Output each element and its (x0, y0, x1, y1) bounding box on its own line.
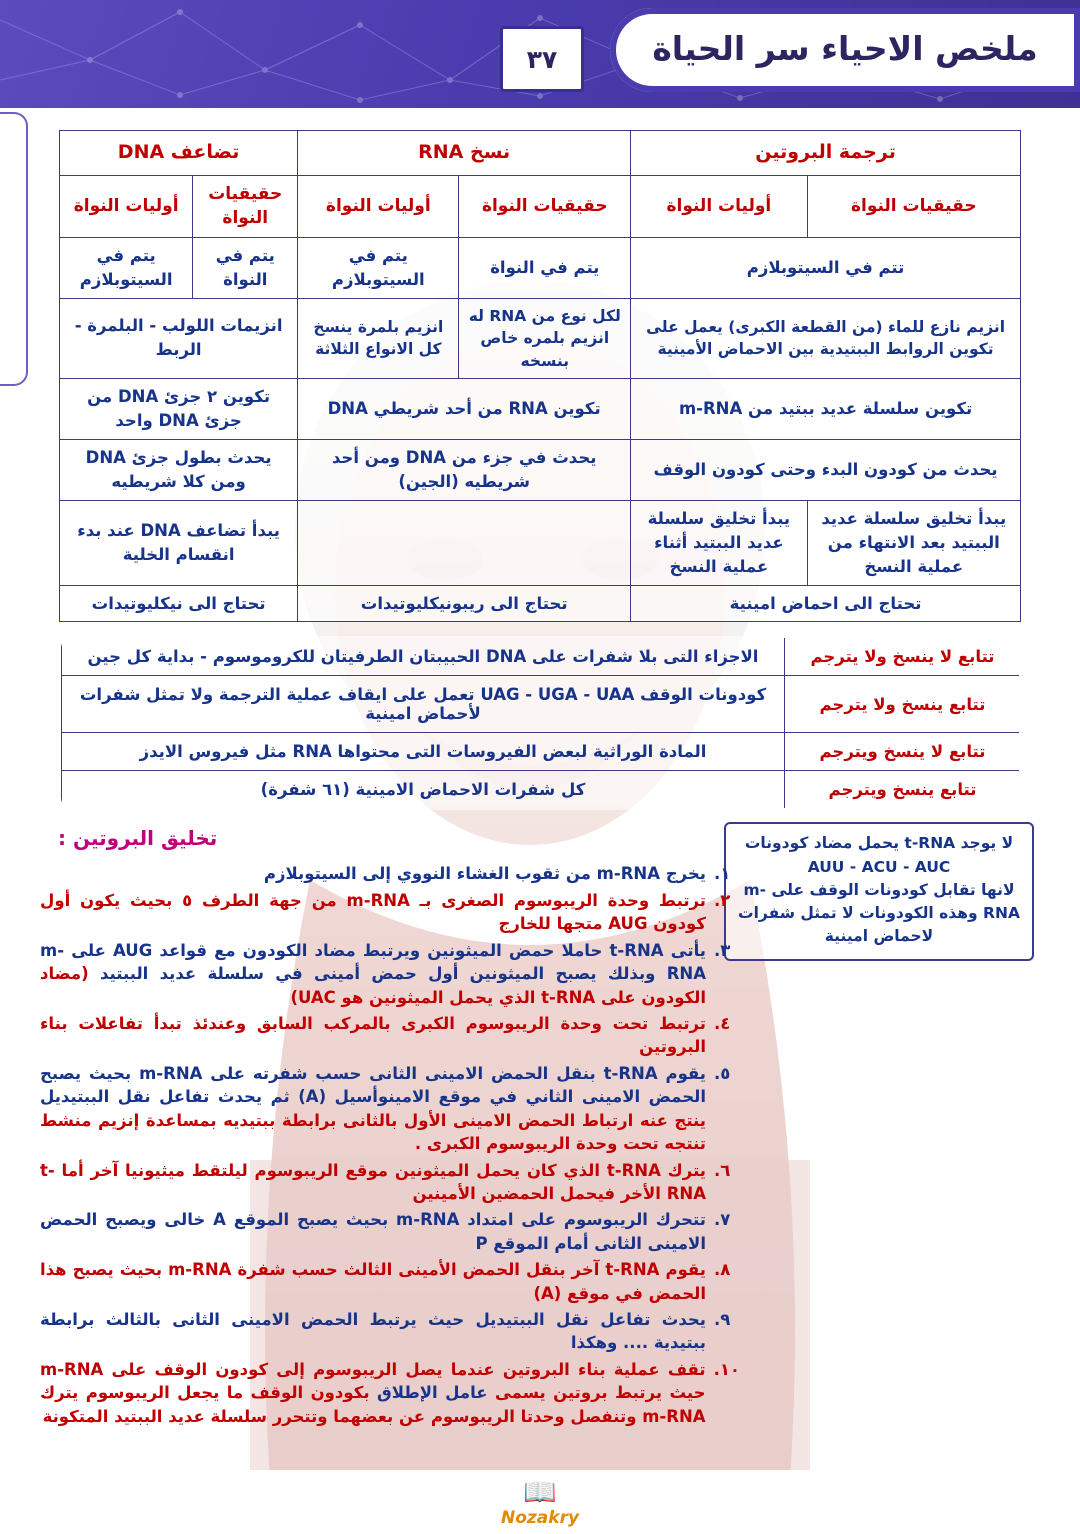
page-title: ملخص الاحياء سر الحياة (652, 28, 1038, 68)
seq-value-2: المادة الوراثية لبعض الفيروسات التى محتواها RNA مثل فيروس الايدز (61, 733, 785, 771)
sub-replication-prok: أوليات النواة (60, 175, 193, 237)
cell-location-transcription-prok: يتم في السيتوبلازم (298, 237, 459, 298)
cell-enzyme-transcription-euk: لكل نوع من RNA له انزيم بلمره خاص بنسخه (459, 298, 631, 378)
cell-timing-translation-prok: يبدأ تخليق سلسلة عديد الببتيد أثناء عملية النسخ (631, 500, 807, 585)
table-row (60, 379, 1021, 440)
table-row (61, 676, 1021, 733)
step-text-10-part-c: بكودون الوقف ما يجعل الريبوسوم يترك m-RNA وتنفصل وحدتا الريبوسوم عن بعضهما وتتحرر سلسلة عديد الببتيد المتكونة (40, 1383, 706, 1426)
step-number-6: ٦. (714, 1160, 731, 1180)
list-item (40, 862, 740, 885)
step-number-7: ٧. (714, 1210, 731, 1230)
page-number-badge: ٣٧ (500, 26, 584, 92)
step-text-6: يترك t-RNA الذي كان يحمل الميثونين موقع الريبوسوم ليلتقط ميثيونيا آخر أما t-RNA الأخر فيحمل الحمضين الأمينين (40, 1160, 707, 1203)
seq-label-2: تتابع لا ينسخ ويترجم (785, 733, 1022, 771)
cell-location-replication-euk: يتم في النواة (193, 237, 298, 298)
cell-extent-transcription: يحدث في جزء من DNA ومن أحد شريطيه (الجين) (298, 439, 631, 500)
cell-requirement-transcription: تحتاج الى ريبونيكليوتيدات (298, 585, 631, 622)
list-item (40, 889, 740, 936)
comparison-table (59, 130, 1021, 622)
step-number-3: ٣. (714, 940, 731, 960)
step-text-5-part-a: يقوم t-RNA بنقل الحمض الامينى الثانى حسب شفرته على m-RNA بحيث يصبح الحمض الامينى الثاني في موقع الامينوأسيل (A) ثم يحدث تفاعل نقل الببتيديل (40, 1063, 706, 1107)
column-title-translation: ترجمة البروتين (631, 131, 1021, 176)
document-title-plate (610, 8, 1080, 92)
note-line-1: AUU - ACU - AUC (807, 857, 951, 876)
step-text-3-part-a: يأتى t-RNA حاملا حمض الميثونين ويرتبط مضاد الكودون مع قواعد AUG على m-RNA وبذلك يصبح الميثونين أول حمض أمينى في سلسلة عديد الببتيد (40, 940, 706, 984)
section-title-protein-synthesis: تخليق البروتين : (58, 826, 218, 851)
brand-name: Nozakry (500, 1508, 580, 1528)
sub-replication-euk: حقيقيات النواة (193, 175, 298, 237)
list-item (40, 1208, 740, 1255)
cell-extent-translation: يحدث من كودون البدء وحتى كودون الوقف (631, 439, 1021, 500)
footer-brand (0, 1479, 1080, 1528)
cell-product-translation: تكوين سلسلة عديد ببتيد من m-RNA (631, 379, 1021, 440)
cell-timing-transcription-empty (298, 500, 631, 585)
cell-timing-translation-euk: يبدأ تخليق سلسلة عديد الببتيد بعد الانتهاء من عملية النسخ (807, 500, 1020, 585)
step-text-1: يخرج m-RNA من ثقوب الغشاء النووي إلى السيتوبلازم (263, 864, 706, 884)
seq-label-0: تتابع لا ينسخ ولا يترجم (785, 637, 1022, 676)
step-text-4: ترتبط تحت وحدة الريبوسوم الكبرى بالمركب السابق وعندئذ تبدأ تفاعلات بناء البروتين (40, 1013, 706, 1057)
step-text-3-part-b: (مضاد الكودون على t-RNA الذي يحمل الميثونين هو UAC) (40, 964, 706, 1007)
seq-label-3: تتابع ينسخ ويترجم (785, 771, 1022, 810)
protein-synthesis-steps (40, 862, 740, 1431)
table-row (61, 637, 1021, 676)
sub-transcription-prok: أوليات النواة (298, 175, 459, 237)
content-sheet (40, 112, 1040, 1512)
sub-transcription-euk: حقيقيات النواة (459, 175, 631, 237)
sub-translation-prok: أوليات النواة (631, 175, 807, 237)
step-number-4: ٤. (714, 1013, 731, 1033)
left-edge-tab-decoration (0, 112, 28, 386)
table-row (60, 500, 1021, 585)
cell-enzyme-transcription-prok: انزيم بلمرة ينسخ كل الانواع الثلاثة (298, 298, 459, 378)
cell-enzyme-replication: انزيمات اللولب - البلمرة - الربط (60, 298, 298, 378)
step-text-3 (40, 939, 706, 1009)
cell-enzyme-translation: انزيم نازع للماء (من القطعة الكبرى) يعمل على تكوين الروابط الببتيدية بين الاحماض الأمينية (631, 298, 1021, 378)
table-header-row (60, 131, 1021, 176)
step-number-8: ٨. (714, 1260, 731, 1280)
list-item (40, 939, 740, 1009)
list-item (40, 1258, 740, 1305)
table-subheader-row (60, 175, 1021, 237)
table-row (61, 733, 1021, 771)
sequence-types-table (59, 636, 1021, 810)
column-title-replication: تضاعف DNA (60, 131, 298, 176)
open-book-icon: 📖 (523, 1477, 557, 1508)
step-text-10 (40, 1358, 706, 1428)
note-line-0: لا يوجد t-RNA يحمل مضاد كودونات (744, 834, 1014, 853)
step-text-10-part-a: تقف عملية بناء البروتين عندما يصل الريبوسوم إلى كودون الوقف على m-RNA حيث يرتبط بروتين يسمى (40, 1359, 706, 1403)
step-text-7: تتحرك الريبوسوم على امتداد m-RNA بحيث يصبح الموقع A خالى ويصبح الحمض الامينى الثانى أمام الموقع P (40, 1210, 706, 1253)
step-number-10: ١٠. (713, 1359, 740, 1379)
step-number-2: ٢. (714, 890, 731, 910)
list-item (40, 1012, 740, 1059)
seq-value-1: كودونات الوقف UAG - UGA - UAA تعمل على ايقاف عملية الترجمة ولا تمثل شفرات لأحماض امينية (61, 676, 785, 733)
table-row (60, 585, 1021, 622)
cell-requirement-translation: تحتاج الى احماض امينية (631, 585, 1021, 622)
column-title-transcription: نسخ RNA (298, 131, 631, 176)
cell-product-transcription: تكوين RNA من أحد شريطي DNA (298, 379, 631, 440)
step-number-1: ١. (714, 864, 731, 884)
step-text-10-part-b: عامل الإطلاق (376, 1383, 488, 1403)
cell-location-translation: تتم في السيتوبلازم (631, 237, 1021, 298)
step-text-9: يحدث تفاعل نقل الببتيديل حيث يرتبط الحمض الامينى الثانى بالثالث برابطة ببتيدية .... وهكذا (40, 1310, 706, 1353)
table-row (61, 771, 1021, 810)
list-item (40, 1358, 740, 1428)
list-item (40, 1308, 740, 1355)
step-number-5: ٥. (714, 1063, 731, 1083)
note-line-2: لانها تقابل كودونات الوقف على m-RNA وهذه الكودونات لا تمثل شفرات لاحماض امينية (738, 880, 1020, 946)
list-item (40, 1062, 740, 1156)
sub-translation-euk: حقيقيات النواة (807, 175, 1020, 237)
step-text-5-part-b: ينتج عنه ارتباط الحمض الامينى الأول بالثانى برابطة ببتيديه بمساعدة إنزيم منشط تنتجه تحت وحدة الريبوسوم الكبرى . (40, 1110, 706, 1154)
step-text-5 (40, 1062, 706, 1156)
seq-value-3: كل شفرات الاحماض الامينية (٦١ شفرة) (61, 771, 785, 810)
cell-product-replication: تكوين ٢ جزئ DNA من جزئ DNA واحد (60, 379, 298, 440)
cell-location-transcription-euk: يتم في النواة (459, 237, 631, 298)
step-text-8: يقوم t-RNA آخر بنقل الحمض الأمينى الثالث حسب شفرة m-RNA بحيث يصبح هذا الحمض في موقع (A) (40, 1260, 706, 1303)
step-number-9: ٩. (714, 1310, 731, 1330)
list-item (40, 1159, 740, 1206)
table-row (60, 298, 1021, 378)
table-row (60, 237, 1021, 298)
page-header (0, 0, 1080, 108)
cell-extent-replication: يحدث بطول جزئ DNA ومن كلا شريطيه (60, 439, 298, 500)
cell-requirement-replication: تحتاج الى نيكليوتيدات (60, 585, 298, 622)
step-text-2: ترتبط وحدة الريبوسوم الصغرى بـ m-RNA من جهة الطرف ٥ بحيث يكون أول كودون AUG متجها للخارج (40, 890, 706, 934)
cell-location-replication-prok: يتم في السيتوبلازم (60, 237, 193, 298)
cell-timing-replication: يبدأ تضاعف DNA عند بدء انقسام الخلية (60, 500, 298, 585)
seq-label-1: تتابع ينسخ ولا يترجم (785, 676, 1022, 733)
seq-value-0: الاجزاء التى بلا شفرات على DNA الحبيبتان الطرفيتان للكروموسوم - بداية كل جين (61, 637, 785, 676)
table-row (60, 439, 1021, 500)
anticodon-note-box (724, 822, 1034, 960)
